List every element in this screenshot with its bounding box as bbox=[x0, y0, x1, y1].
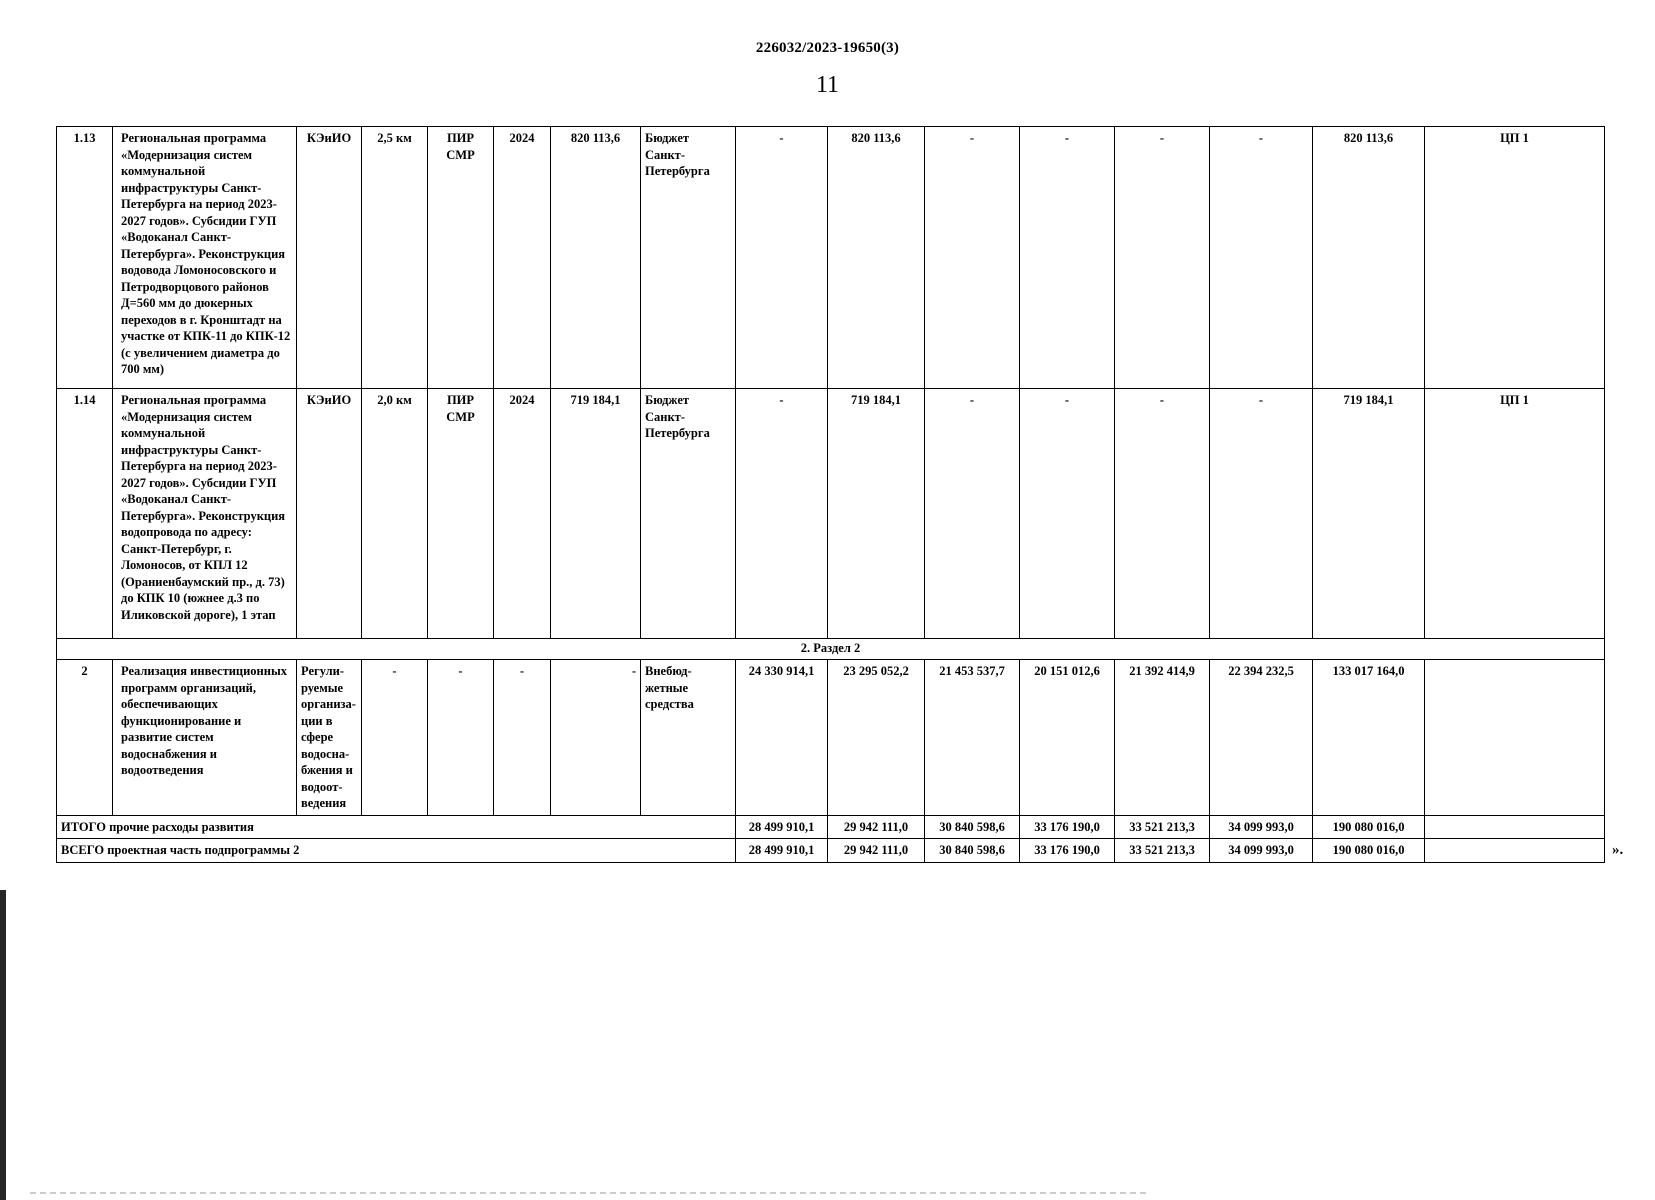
row-work-type: - bbox=[428, 660, 494, 816]
grand-totals-label: ВСЕГО проектная часть подпрограммы 2 bbox=[57, 839, 736, 863]
row-source: Внебюд-жетные средства bbox=[641, 660, 736, 816]
row-capacity: - bbox=[362, 660, 428, 816]
row-source: Бюджет Санкт-Петербурга bbox=[641, 127, 736, 389]
totals-total: 190 080 016,0 bbox=[1313, 815, 1425, 839]
row-y2027: - bbox=[1115, 389, 1210, 639]
grand-totals-y2026: 33 176 190,0 bbox=[1020, 839, 1115, 863]
grand-totals-y2024: 29 942 111,0 bbox=[828, 839, 925, 863]
row-total: 820 113,6 bbox=[1313, 127, 1425, 389]
row-y2026: 20 151 012,6 bbox=[1020, 660, 1115, 816]
row-y2023: - bbox=[736, 389, 828, 639]
totals-y2026: 33 176 190,0 bbox=[1020, 815, 1115, 839]
row-y2023: 24 330 914,1 bbox=[736, 660, 828, 816]
row-total: 719 184,1 bbox=[1313, 389, 1425, 639]
row-description: Реализация инвестиционных программ организаций, обеспечивающих функционирование и развитие систем водоснабжения и водоотведения bbox=[113, 660, 297, 816]
row-goal: ЦП 1 bbox=[1425, 389, 1605, 639]
totals-goal bbox=[1425, 815, 1605, 839]
totals-row bbox=[57, 815, 1605, 839]
row-number: 2 bbox=[57, 660, 113, 816]
row-y2024: 719 184,1 bbox=[828, 389, 925, 639]
row-number: 1.13 bbox=[57, 127, 113, 389]
row-y2024: 820 113,6 bbox=[828, 127, 925, 389]
footer-scan-line bbox=[30, 1192, 1150, 1194]
row-y2028: - bbox=[1210, 389, 1313, 639]
section-title: 2. Раздел 2 bbox=[57, 639, 1605, 660]
row-description: Региональная программа «Модернизация систем коммунальной инфраструктуры Санкт-Петербурга на период 2023-2027 годов». Субсидии ГУП «Водоканал Санкт-Петербурга». Реконструкция водовода Ломоносовского и Петродворцового районов Д=560 мм до дюкерных переходов в г. Кронштадт на участке от КПК-11 до КПК-12 (с увеличением диаметра до 700 мм) bbox=[113, 127, 297, 389]
row-year: - bbox=[494, 660, 551, 816]
program-table bbox=[56, 126, 1604, 863]
grand-totals-y2027: 33 521 213,3 bbox=[1115, 839, 1210, 863]
table-row bbox=[57, 127, 1605, 389]
table-row bbox=[57, 660, 1605, 816]
grand-totals-y2025: 30 840 598,6 bbox=[925, 839, 1020, 863]
grand-totals-y2023: 28 499 910,1 bbox=[736, 839, 828, 863]
document-id: 226032/2023-19650(3) bbox=[755, 40, 900, 56]
row-capacity: 2,0 км bbox=[362, 389, 428, 639]
row-y2025: 21 453 537,7 bbox=[925, 660, 1020, 816]
grand-totals-goal bbox=[1425, 839, 1605, 863]
row-y2025: - bbox=[925, 389, 1020, 639]
row-work-type: ПИР СМР bbox=[428, 127, 494, 389]
row-year: 2024 bbox=[494, 389, 551, 639]
row-y2027: - bbox=[1115, 127, 1210, 389]
row-y2027: 21 392 414,9 bbox=[1115, 660, 1210, 816]
closing-quote-mark: ». bbox=[1612, 842, 1624, 858]
row-y2024: 23 295 052,2 bbox=[828, 660, 925, 816]
totals-label: ИТОГО прочие расходы развития bbox=[57, 815, 736, 839]
totals-y2025: 30 840 598,6 bbox=[925, 815, 1020, 839]
row-y2028: - bbox=[1210, 127, 1313, 389]
row-executor: Регули-руемые организа-ции в сфере водосна-бжения и водоот-ведения bbox=[297, 660, 362, 816]
row-number: 1.14 bbox=[57, 389, 113, 639]
grand-totals-total: 190 080 016,0 bbox=[1313, 839, 1425, 863]
row-source: Бюджет Санкт-Петербурга bbox=[641, 389, 736, 639]
scan-edge-shadow bbox=[0, 890, 6, 1200]
row-goal bbox=[1425, 660, 1605, 816]
row-description: Региональная программа «Модернизация систем коммунальной инфраструктуры Санкт-Петербурга на период 2023-2027 годов». Субсидии ГУП «Водоканал Санкт-Петербурга». Реконструкция водопровода по адресу: Санкт-Петербург, г. Ломоносов, от КПЛ 12 (Ораниенбаумский пр., д. 73) до КПК 10 (южнее д.3 по Иликовской дороге), 1 этап bbox=[113, 389, 297, 639]
section-header-row bbox=[57, 639, 1605, 660]
row-executor: КЭиИО bbox=[297, 389, 362, 639]
row-capacity: 2,5 км bbox=[362, 127, 428, 389]
grand-totals-y2028: 34 099 993,0 bbox=[1210, 839, 1313, 863]
row-y2023: - bbox=[736, 127, 828, 389]
row-goal: ЦП 1 bbox=[1425, 127, 1605, 389]
row-y2028: 22 394 232,5 bbox=[1210, 660, 1313, 816]
page-number: 11 bbox=[815, 72, 840, 98]
totals-y2028: 34 099 993,0 bbox=[1210, 815, 1313, 839]
row-cost: 719 184,1 bbox=[551, 389, 641, 639]
grand-totals-row bbox=[57, 839, 1605, 863]
totals-y2027: 33 521 213,3 bbox=[1115, 815, 1210, 839]
row-executor: КЭиИО bbox=[297, 127, 362, 389]
row-work-type: ПИР СМР bbox=[428, 389, 494, 639]
row-year: 2024 bbox=[494, 127, 551, 389]
row-y2025: - bbox=[925, 127, 1020, 389]
table-row bbox=[57, 389, 1605, 639]
row-cost: - bbox=[551, 660, 641, 816]
row-total: 133 017 164,0 bbox=[1313, 660, 1425, 816]
row-y2026: - bbox=[1020, 389, 1115, 639]
totals-y2023: 28 499 910,1 bbox=[736, 815, 828, 839]
totals-y2024: 29 942 111,0 bbox=[828, 815, 925, 839]
row-y2026: - bbox=[1020, 127, 1115, 389]
row-cost: 820 113,6 bbox=[551, 127, 641, 389]
